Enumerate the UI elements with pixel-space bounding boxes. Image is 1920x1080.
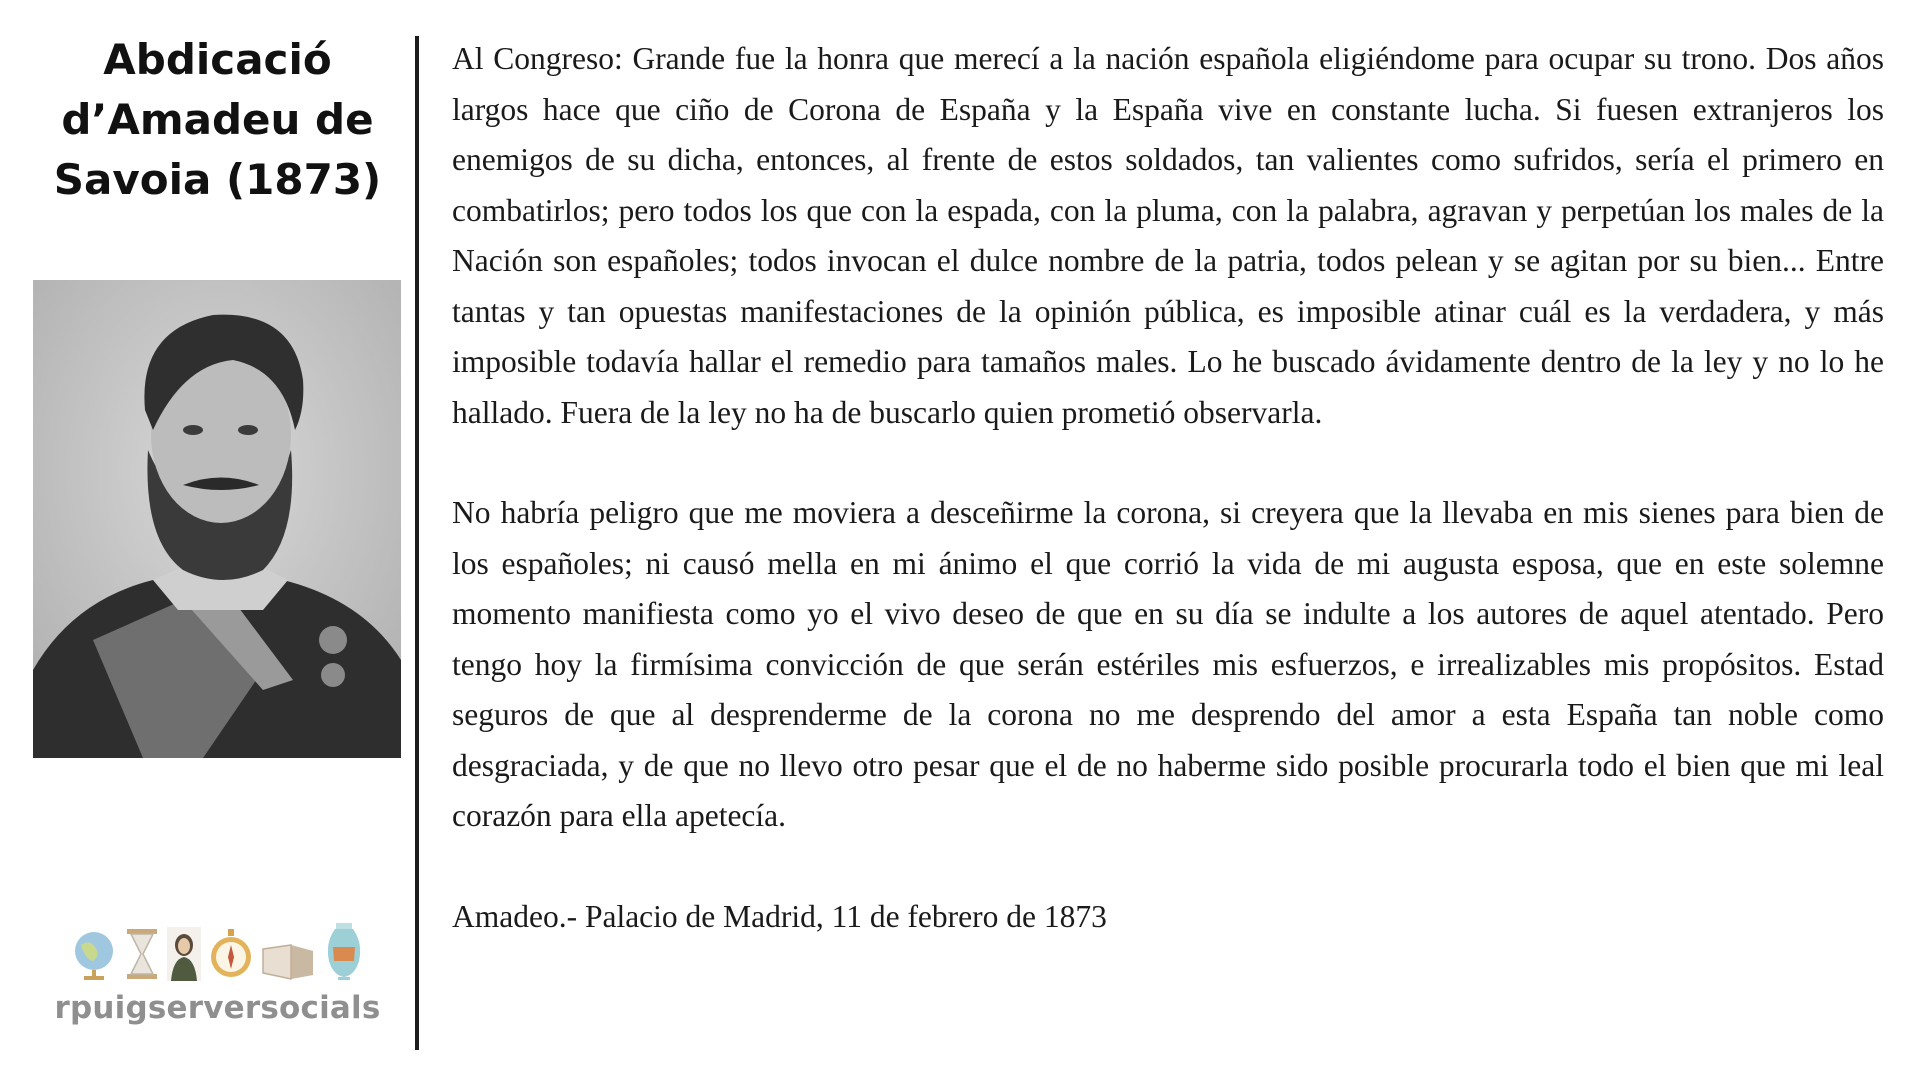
greek-vase-icon — [323, 921, 365, 986]
vertical-divider — [415, 36, 419, 1050]
woman-portrait-icon — [167, 927, 201, 986]
globe-icon — [71, 929, 117, 986]
paragraph-1: Al Congreso: Grande fue la honra que merecí a la nación española eligiéndome para ocupar su trono. Dos años largos hace que ciño de Corona de España y la España vive en constante lucha. Si fuesen extranjeros los enemigos de su dicha, entonces, al frente de estos soldados, tan valientes como sufridos, sería el primero en combatirlos; pero todos los que con la espada, con la pluma, con la palabra, agravan y perpetúan los males de la Nación son españoles; todos invocan el dulce nombre de la patria, todos pelean y se agitan por su bien... Entre tantas y tan opuestas manifestaciones de la opinión pública, es imposible atinar cuál es la verdadera, y más imposible todavía hallar el remedio para tamaños males. Lo he buscado ávidamente dentro de la ley y no lo he hallado. Fuera de la ley no ha de buscarlo quien prometió observarla. — [452, 41, 1884, 430]
sidebar — [20, 30, 415, 1050]
title-line-3: Savoia (1873) — [53, 155, 382, 204]
hourglass-icon — [125, 927, 159, 986]
title-line-1: Abdicació — [103, 35, 332, 84]
portrait-illustration — [33, 280, 401, 758]
document-body — [452, 34, 1884, 942]
compass-icon — [209, 929, 253, 986]
brand-icons — [20, 920, 415, 986]
paragraph-2: No habría peligro que me moviera a desceñirme la corona, si creyera que la llevaba en mis sienes para bien de los españoles; ni causó mella en mi ánimo el que corrió la vida de mi augusta esposa, que en este solemne momento manifiesta como yo el vivo deseo de que en su día se indulte a los autores de aquel atentado. Pero tengo hoy la firmísima convicción de que serán estériles mis esfuerzos, e irrealizables mis propósitos. Estad seguros de que al desprenderme de la corona no me desprendo del amor a esta España tan noble como desgraciada, y de que no llevo otro pesar que el de no haberme sido posible procurarla todo el bien que mi leal corazón para ella apetecía. — [452, 495, 1884, 833]
portrait-photo-icon — [33, 280, 401, 758]
signature-line: Amadeo.- Palacio de Madrid, 11 de febrero de 1873 — [452, 898, 1107, 934]
title-line-2: d’Amadeu de — [61, 95, 374, 144]
book-icon — [261, 941, 315, 986]
page-title — [20, 30, 415, 210]
brand-name: rpuigserversocials — [54, 990, 381, 1026]
brand-block — [20, 920, 415, 1026]
